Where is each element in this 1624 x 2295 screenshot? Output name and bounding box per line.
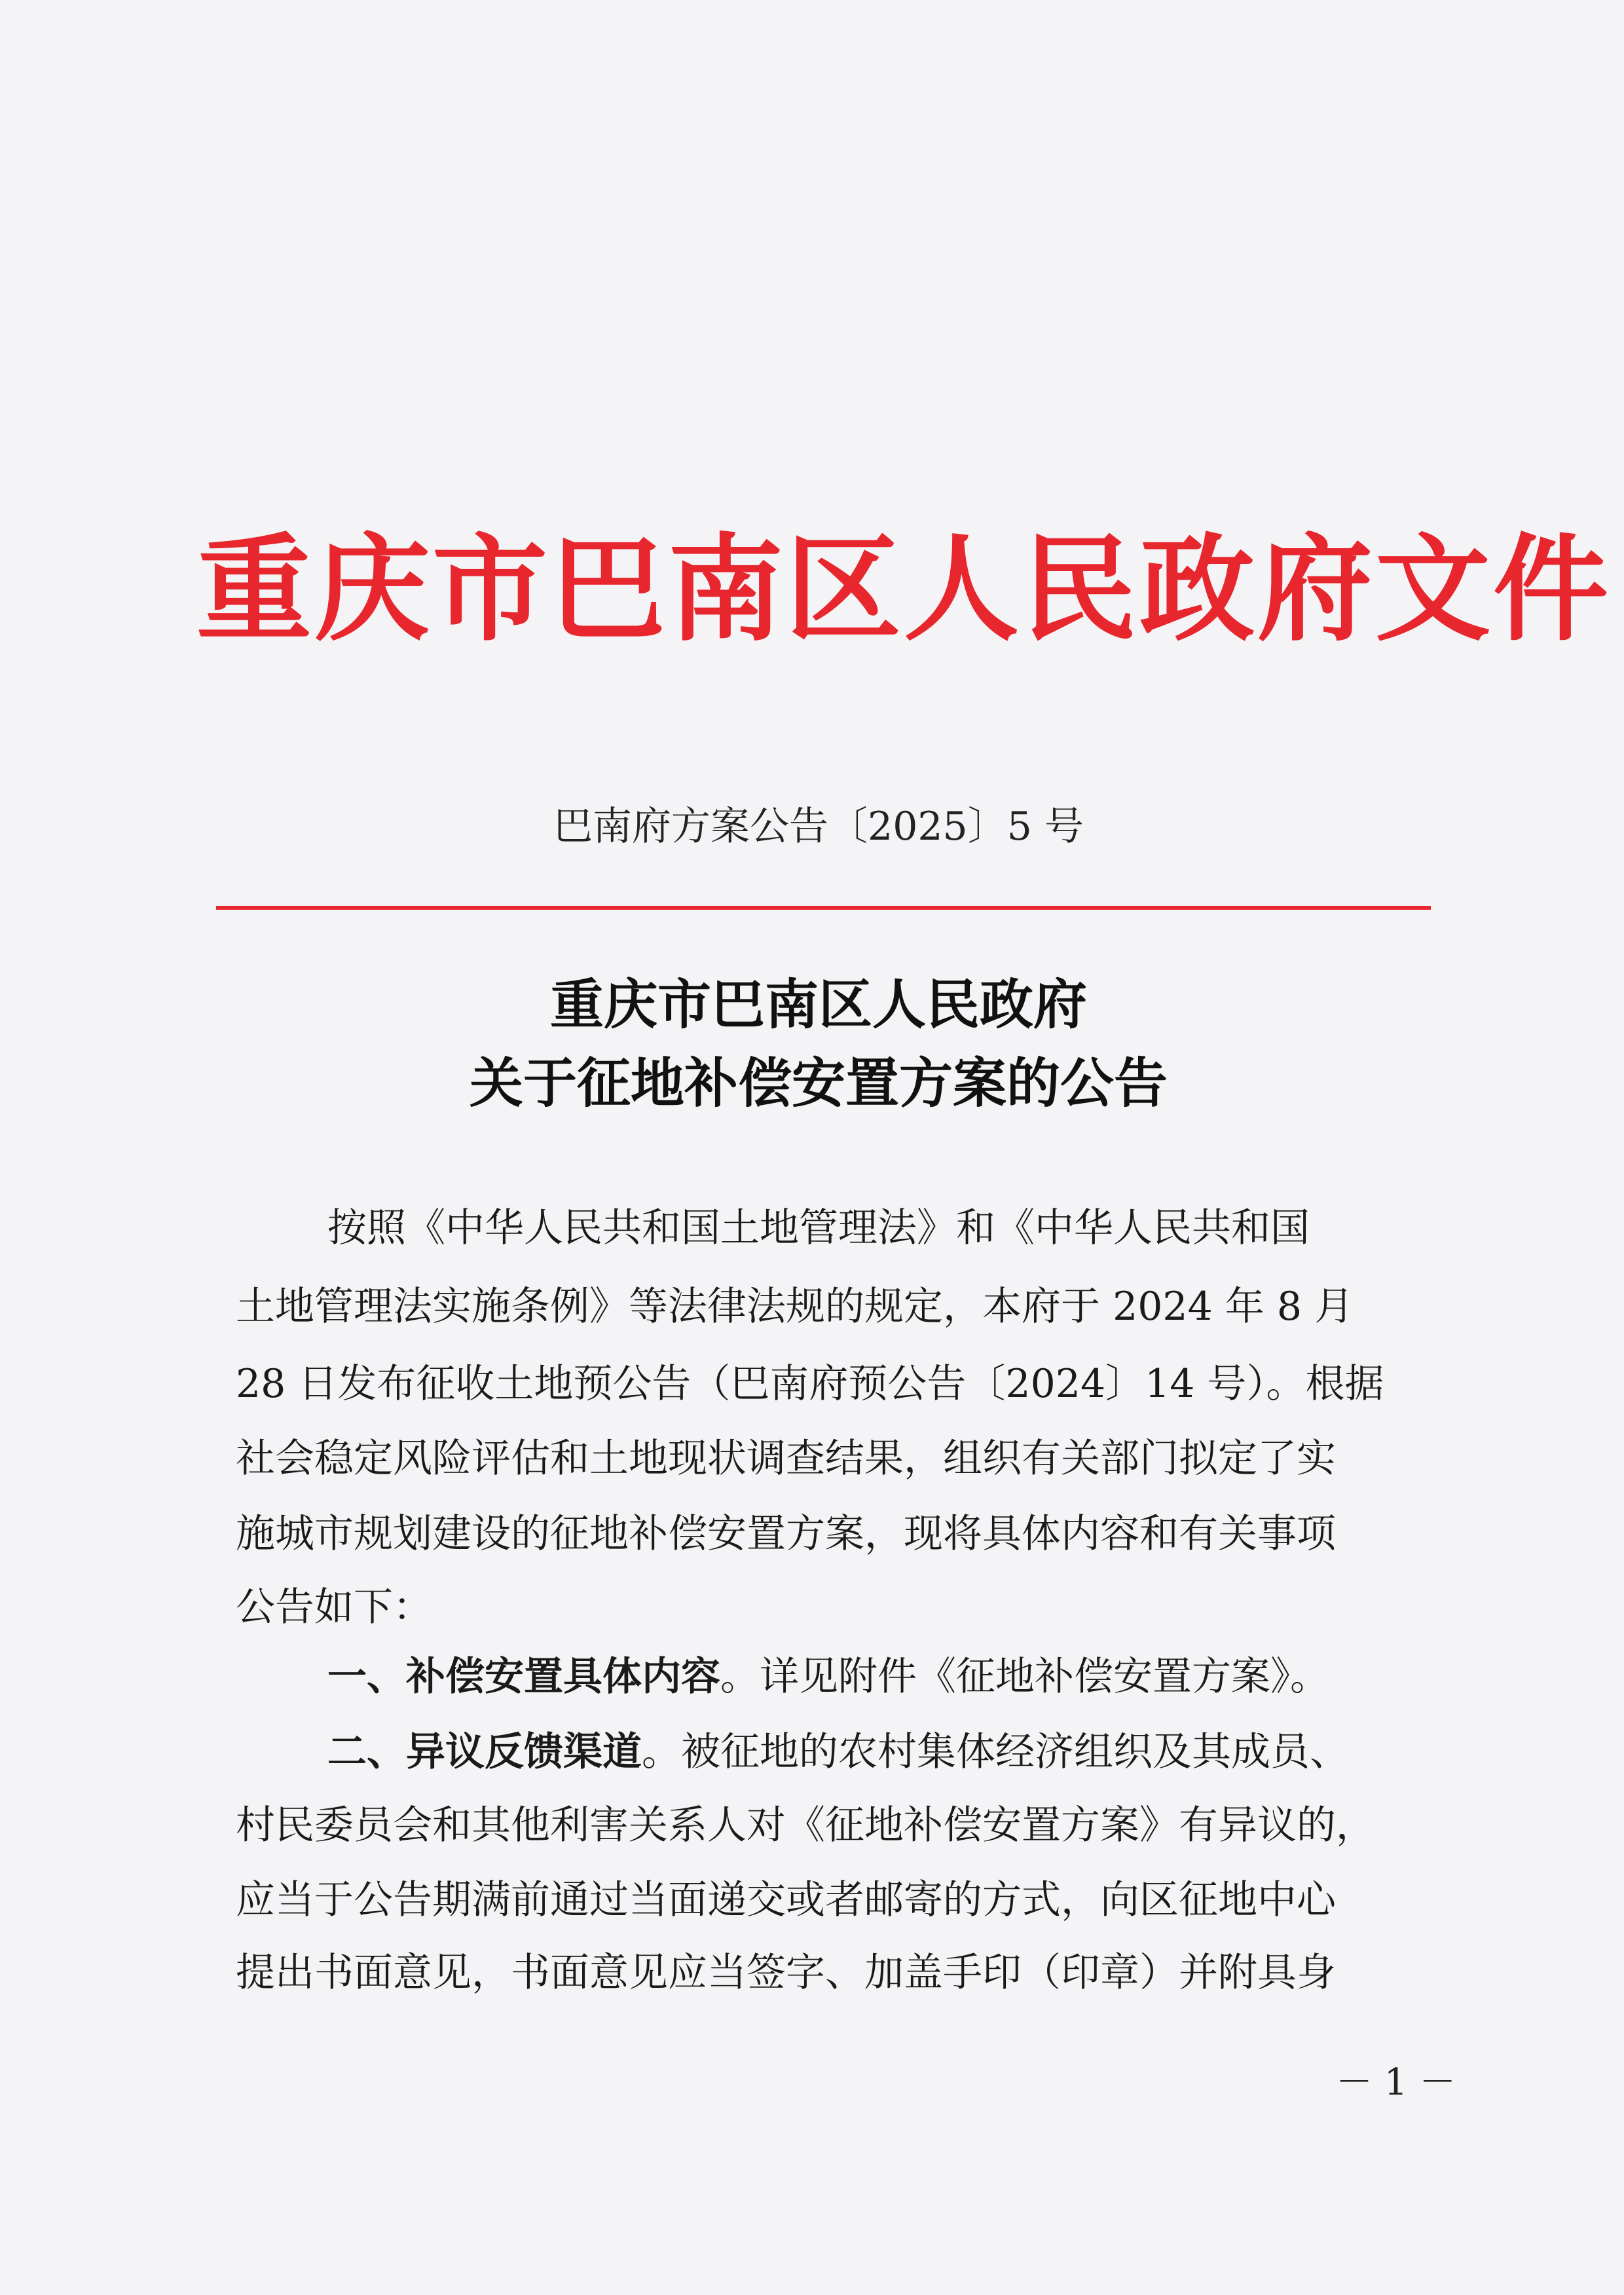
paragraph-line: 应当于公告期满前通过当面递交或者邮寄的方式，向区征地中心 — [236, 1877, 1336, 1923]
section-two-heading: 二、异议反馈渠道 — [327, 1729, 642, 1775]
paragraph-line: 土地管理法实施条例》等法律法规的规定，本府于 2024 年 8 月 — [236, 1284, 1354, 1330]
paragraph-line: 按照《中华人民共和国土地管理法》和《中华人民共和国 — [327, 1205, 1310, 1251]
section-two — [327, 1726, 1526, 1778]
section-one — [327, 1651, 1526, 1703]
paragraph-line: 社会稳定风险评估和土地现状调查结果，组织有关部门拟定了实 — [236, 1436, 1336, 1482]
section-two-text: 。被征地的农村集体经济组织及其成员、 — [642, 1729, 1349, 1775]
section-one-heading: 一、补偿安置具体内容 — [327, 1654, 720, 1700]
masthead-title: 重庆市巴南区人民政府文件 — [196, 521, 1612, 657]
paragraph-line: 提出书面意见，书面意见应当签字、加盖手印（印章）并附具身 — [236, 1950, 1336, 1996]
page-number: － 1 － — [1336, 2061, 1456, 2104]
red-divider — [216, 906, 1431, 910]
notice-title-line2: 关于征地补偿安置方案的公告 — [469, 1053, 1168, 1115]
document-number: 巴南府方案公告〔2025〕5 号 — [553, 804, 1084, 849]
paragraph-line: 公告如下： — [236, 1584, 432, 1630]
notice-title-line1: 重庆市巴南区人民政府 — [549, 974, 1087, 1036]
paragraph-line: 施城市规划建设的征地补偿安置方案，现将具体内容和有关事项 — [236, 1511, 1336, 1557]
section-one-text: 。详见附件《征地补偿安置方案》。 — [720, 1654, 1329, 1700]
paragraph-line: 村民委员会和其他利害关系人对《征地补偿安置方案》有异议的， — [236, 1802, 1375, 1848]
paragraph-line: 28 日发布征收土地预公告（巴南府预公告〔2024〕14 号）。根据 — [236, 1361, 1384, 1407]
